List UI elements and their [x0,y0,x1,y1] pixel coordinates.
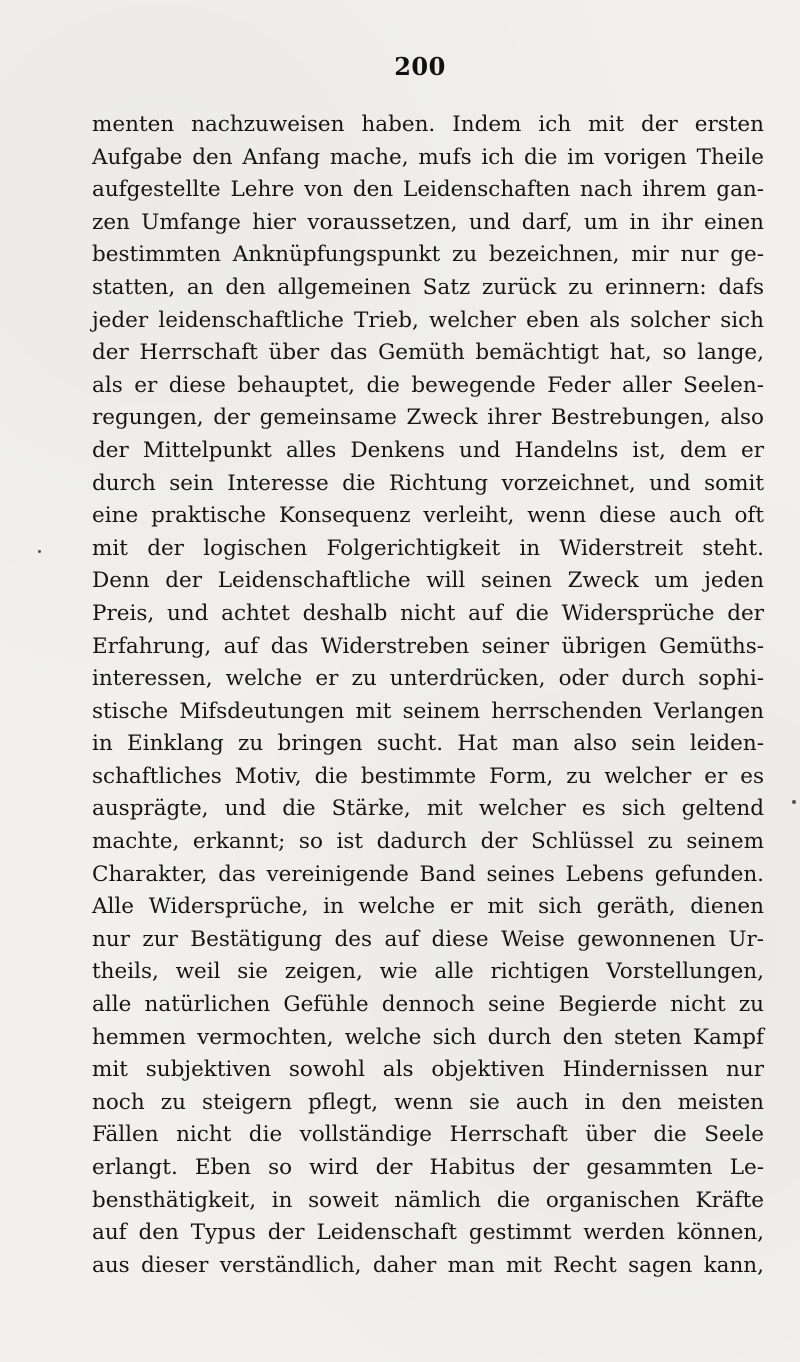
text-line: Erfahrung, auf das Widerstreben seiner übrigen Gemüths- [92,633,764,659]
text-line: noch zu steigern pflegt, wenn sie auch in den meisten [92,1089,764,1115]
text-line: nur zur Bestätigung des auf diese Weise gewonnenen Ur- [92,926,764,952]
text-line: schaftliches Motiv, die bestimmte Form, zu welcher er es [92,763,764,789]
text-line: interessen, welche er zu unterdrücken, oder durch sophi- [92,666,764,692]
text-line: in Einklang zu bringen sucht. Hat man also sein leiden- [92,731,764,757]
text-line: Alle Widersprüche, in welche er mit sich geräth, dienen [92,894,764,920]
text-line: erlangt. Eben so wird der Habitus der gesammten Le- [92,1155,764,1180]
ink-speck [792,800,796,804]
text-line: menten nachzuweisen haben. Indem ich mit der ersten [92,112,764,137]
text-line: aus dieser verständlich, daher man mit Recht sagen kann, [92,1252,764,1278]
text-line: Preis, und achtet deshalb nicht auf die Widersprüche der [92,600,764,626]
text-line: mit subjektiven sowohl als objektiven Hindernissen nur [92,1057,764,1083]
text-line: jeder leidenschaftliche Trieb, welcher eben als solcher sich [92,307,764,333]
text-line: theils, weil sie zeigen, wie alle richtigen Vorstellungen, [92,959,764,985]
text-line: Denn der Leidenschaftliche will seinen Zweck um jeden [92,568,764,594]
text-line: mit der logischen Folgerichtigkeit in Widerstreit steht. [92,535,764,561]
text-line: bestimmten Anknüpfungspunkt zu bezeichnen, mir nur ge- [92,242,764,268]
text-line: statten, an den allgemeinen Satz zurück zu erinnern: dafs [92,274,764,300]
text-line: hemmen vermochten, welche sich durch den steten Kampf [92,1024,764,1050]
text-line: der Mittelpunkt alles Denkens und Handelns ist, dem er [92,437,764,463]
text-line: ausprägte, und die Stärke, mit welcher es sich geltend [92,796,764,822]
text-line: stische Mifsdeutungen mit seinem herrschenden Verlangen [92,698,764,724]
text-line: auf den Typus der Leidenschaft gestimmt werden können, [92,1220,764,1246]
body-text [92,109,764,1282]
text-line: durch sein Interesse die Richtung vorzeichnet, und somit [92,470,764,496]
text-line: der Herrschaft über das Gemüth bemächtigt hat, so lange, [92,340,764,366]
text-line: Fällen nicht die vollständige Herrschaft über die Seele [92,1122,764,1148]
text-line: aufgestellte Lehre von den Leidenschaften nach ihrem gan- [92,177,764,203]
text-line: machte, erkannt; so ist dadurch der Schlüssel zu seinem [92,829,764,855]
page-number: 200 [394,52,446,81]
text-line: zen Umfange hier voraussetzen, und darf, um in ihr einen [92,209,764,235]
text-line: als er diese behauptet, die bewegende Feder aller Seelen- [92,372,764,398]
text-line: bensthätigkeit, in soweit nämlich die organischen Kräfte [92,1187,764,1213]
text-line: Aufgabe den Anfang mache, mufs ich die im vorigen Theile [92,144,764,170]
text-line: eine praktische Konsequenz verleiht, wenn diese auch oft [92,503,764,529]
text-line: alle natürlichen Gefühle dennoch seine Begierde nicht zu [92,992,764,1018]
ink-speck [38,550,41,553]
text-line: Charakter, das vereinigende Band seines Lebens gefunden. [92,861,764,887]
text-line: regungen, der gemeinsame Zweck ihrer Bestrebungen, also [92,405,764,431]
